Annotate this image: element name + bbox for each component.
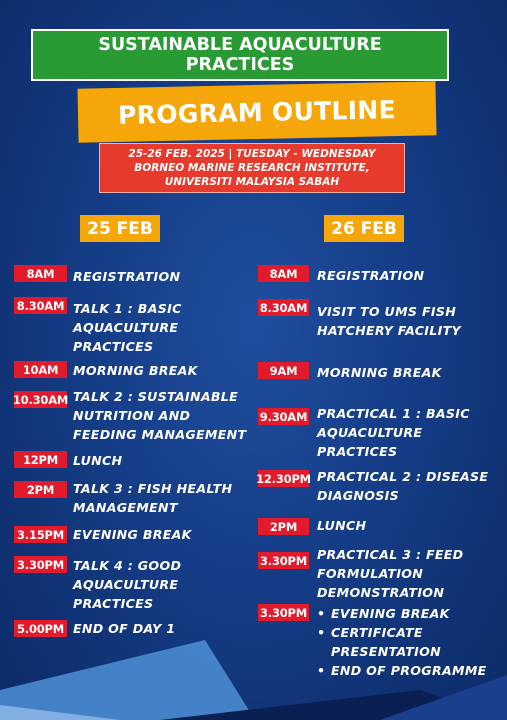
day2-event-2: VISIT TO UMS FISH HATCHERY FACILITY — [317, 304, 461, 338]
day1-time-1: 8AM — [14, 265, 67, 282]
day2-event-1: REGISTRATION — [317, 268, 425, 283]
day2-event-6: LUNCH — [317, 518, 367, 533]
day2-time-6: 2PM — [258, 518, 309, 535]
light-blue-wedge — [0, 640, 255, 720]
day2-time-2: 8.30AM — [259, 300, 308, 315]
event-dates: 25-26 FEB. 2025 | TUESDAY - WEDNESDAY — [128, 148, 376, 160]
day2-time-7: 3.30PM — [259, 553, 308, 568]
day2-event-4: PRACTICAL 1 : BASIC AQUACULTURE PRACTICES — [317, 406, 470, 459]
event-venue: BORNEO MARINE RESEARCH INSTITUTE, — [134, 162, 370, 174]
day1-label: 25 FEB — [80, 215, 160, 242]
day1-time-5: 12PM — [14, 451, 67, 468]
day2-time-8: 3.30PM — [259, 605, 308, 620]
day2-event-3: MORNING BREAK — [317, 365, 442, 380]
day1-event-7: EVENING BREAK — [73, 527, 192, 542]
day2-label: 26 FEB — [324, 215, 404, 242]
day2-time-3: 9AM — [258, 362, 309, 379]
day1-event-9: END OF DAY 1 — [73, 621, 176, 636]
day2-time-5: 12.30PM — [256, 471, 311, 486]
bullet-item: • END OF PROGRAMME — [317, 661, 503, 680]
day1-event-1: REGISTRATION — [73, 269, 181, 284]
title-line-2: PRACTICES — [185, 55, 295, 75]
event-university: UNIVERSITI MALAYSIA SABAH — [164, 176, 340, 188]
day2-time-4: 9.30AM — [259, 409, 308, 424]
day1-time-2: 8.30AM — [14, 297, 67, 314]
day1-event-8: TALK 4 : GOOD AQUACULTURE PRACTICES — [73, 558, 182, 611]
day1-time-8: 3.30PM — [14, 556, 67, 573]
day1-event-2: TALK 1 : BASIC AQUACULTURE PRACTICES — [73, 301, 182, 354]
bullet-item: • EVENING BREAK — [317, 604, 503, 623]
day1-event-4: TALK 2 : SUSTAINABLE NUTRITION AND FEEDING MANAGEMENT — [73, 389, 247, 442]
day2-event-7: PRACTICAL 3 : FEED FORMULATION DEMONSTRATION — [317, 547, 464, 600]
day1-time-9: 5.00PM — [14, 620, 67, 637]
title-line-1: SUSTAINABLE AQUACULTURE — [98, 35, 382, 55]
subtitle-banner — [77, 81, 436, 142]
day2-event-8-list — [317, 604, 503, 680]
day1-time-7: 3.15PM — [14, 526, 67, 543]
day2-event-5: PRACTICAL 2 : DISEASE DIAGNOSIS — [317, 469, 489, 503]
day1-time-3: 10AM — [14, 361, 67, 378]
title-banner — [31, 29, 449, 81]
day1-time-6: 2PM — [14, 481, 67, 498]
event-info-banner — [99, 143, 405, 193]
day1-event-5: LUNCH — [73, 453, 123, 468]
day1-time-4: 10.30AM — [12, 392, 69, 407]
day1-event-3: MORNING BREAK — [73, 363, 198, 378]
bullet-item: • CERTIFICATE PRESENTATION — [317, 623, 503, 661]
day2-time-1: 8AM — [258, 265, 309, 282]
day1-event-6: TALK 3 : FISH HEALTH MANAGEMENT — [73, 481, 233, 515]
subtitle: PROGRAM OUTLINE — [117, 94, 397, 130]
